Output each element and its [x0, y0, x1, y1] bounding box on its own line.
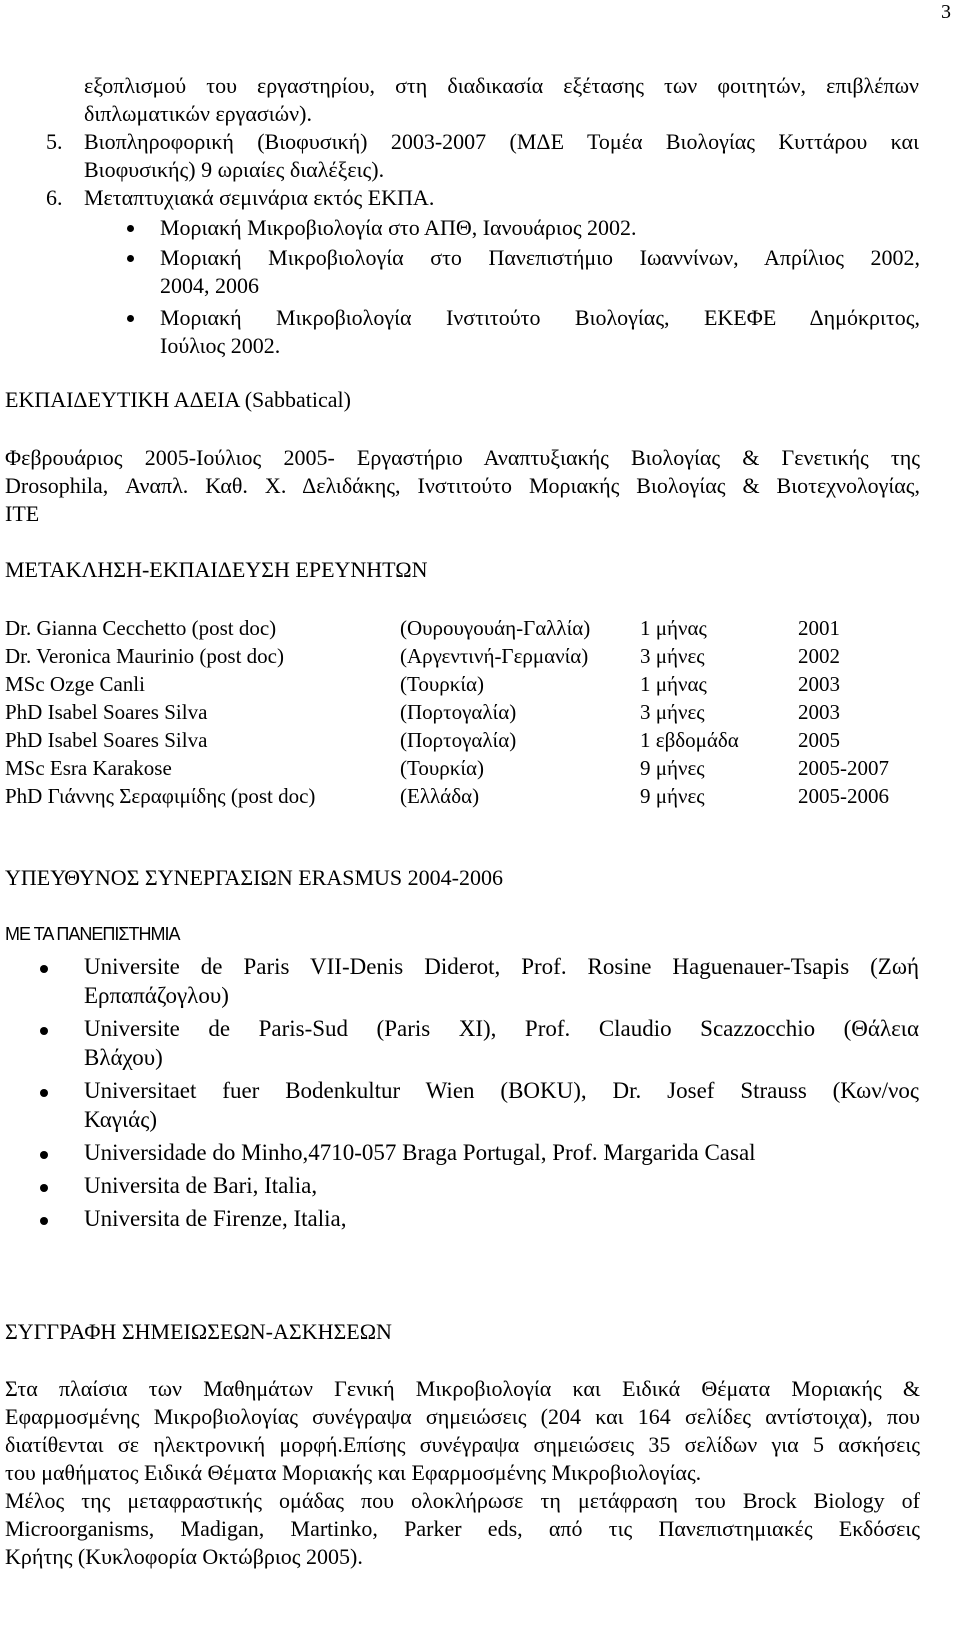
researcher-name: PhD Isabel Soares Silva — [5, 728, 208, 752]
university-6: Universita de Firenze, Italia, — [84, 1206, 347, 1231]
notes-line-2: Εφαρμοσμένης Μικροβιολογίας συνέγραψα σημειώσεις (204 και 164 σελίδες αντίστοιχα), που — [5, 1404, 920, 1429]
erasmus-heading: ΥΠΕΥΘΥΝΟΣ ΣΥΝΕΡΓΑΣΙΩΝ ERASMUS 2004-2006 — [5, 865, 503, 890]
page-number: 3 — [941, 1, 951, 23]
researcher-duration: 9 μήνες — [640, 784, 705, 808]
researcher-name: MSc Ozge Canli — [5, 672, 145, 696]
notes-line-5: Μέλος της μεταφραστικής ομάδας που ολοκλήρωσε τη μετάφραση του Brock Biology of — [5, 1488, 920, 1513]
notes-line-7: Κρήτης (Κυκλοφορία Οκτώβριος 2005). — [5, 1544, 363, 1569]
researcher-name: PhD Isabel Soares Silva — [5, 700, 208, 724]
seminar-bullet-3-line-1: Μοριακή Μικροβιολογία Ινστιτούτο Βιολογίας, ΕΚΕΦΕ Δημόκριτος, — [160, 305, 920, 330]
researcher-country: (Πορτογαλία) — [400, 700, 517, 724]
notes-heading: ΣΥΓΓΡΑΦΗ ΣΗΜΕΙΩΣΕΩΝ-ΑΣΚΗΣΕΩΝ — [5, 1319, 392, 1344]
university-1-line-2: Ερπαπάζογλου) — [84, 983, 229, 1008]
researcher-country: (Τουρκία) — [400, 756, 484, 780]
researcher-country: (Ελλάδα) — [400, 784, 480, 808]
university-1-line-1: Universite de Paris VII-Denis Diderot, Prof. Rosine Haguenauer-Tsapis (Ζωή — [84, 954, 919, 979]
erasmus-subheading: ΜΕ ΤΑ ΠΑΝΕΠΙΣΤΗΜΙΑ — [5, 924, 180, 944]
seminar-bullet-3-line-2: Ιούλιος 2002. — [160, 333, 281, 358]
researcher-year: 2002 — [798, 644, 840, 668]
researcher-country: (Ουρουγουάη-Γαλλία) — [400, 616, 591, 640]
seminar-bullet-2-line-2: 2004, 2006 — [160, 273, 259, 298]
researcher-duration: 1 μήνας — [640, 672, 707, 696]
researcher-duration: 1 εβδομάδα — [640, 728, 739, 752]
university-5: Universita de Bari, Italia, — [84, 1173, 318, 1198]
notes-line-4: του μαθήματος Ειδικά Θέματα Μοριακής και Εφαρμοσμένης Μικροβιολογίας. — [5, 1460, 702, 1485]
researcher-duration: 9 μήνες — [640, 756, 705, 780]
researcher-year: 2003 — [798, 672, 840, 696]
researcher-duration: 3 μήνες — [640, 700, 705, 724]
researcher-duration: 1 μήνας — [640, 616, 707, 640]
sabbatical-heading: ΕΚΠΑΙΔΕΥΤΙΚΗ ΑΔΕΙΑ (Sabbatical) — [5, 387, 351, 412]
researcher-name: Dr. Gianna Cecchetto (post doc) — [5, 616, 277, 640]
university-4: Universidade do Minho,4710-057 Braga Portugal, Prof. Margarida Casal — [84, 1140, 756, 1165]
notes-line-1: Στα πλαίσια των Μαθημάτων Γενική Μικροβιολογία και Ειδικά Θέματα Μοριακής & — [5, 1376, 920, 1401]
item-5-line-2: Βιοφυσικής) 9 ωριαίες διαλέξεις). — [84, 157, 385, 182]
intro-line-1: εξοπλισμού του εργαστηρίου, στη διαδικασία εξέτασης των φοιτητών, επιβλέπων — [84, 73, 919, 98]
sabbatical-line-1: Φεβρουάριος 2005-Ιούλιος 2005- Εργαστήριο Αναπτυξιακής Βιολογίας & Γενετικής της — [5, 445, 920, 470]
sabbatical-line-2: Drosophila, Αναπλ. Καθ. Χ. Δελιδάκης, Ινστιτούτο Μοριακής Βιολογίας & Βιοτεχνολογίας, — [5, 473, 920, 498]
researcher-name: PhD Γιάννης Σεραφιμίδης (post doc) — [5, 784, 316, 808]
researcher-year: 2005 — [798, 728, 840, 752]
seminar-bullet-1: Μοριακή Μικροβιολογία στο ΑΠΘ, Ιανουάριος 2002. — [160, 215, 637, 240]
researcher-country: (Πορτογαλία) — [400, 728, 517, 752]
researcher-name: Dr. Veronica Maurinio (post doc) — [5, 644, 284, 668]
university-2-line-1: Universite de Paris-Sud (Paris XI), Prof. Claudio Scazzocchio (Θάλεια — [84, 1016, 919, 1041]
seminar-bullet-2-line-1: Μοριακή Μικροβιολογία στο Πανεπιστήμιο Ιωαννίνων, Απρίλιος 2002, — [160, 245, 920, 270]
item-6-number: 6. — [46, 185, 63, 210]
researcher-year: 2003 — [798, 700, 840, 724]
notes-line-6: Microorganisms, Madigan, Martinko, Parker eds, από τις Πανεπιστημιακές Εκδόσεις — [5, 1516, 920, 1541]
university-3-line-2: Καγιάς) — [84, 1107, 157, 1132]
researcher-year: 2005-2007 — [798, 756, 889, 780]
university-3-line-1: Universitaet fuer Bodenkultur Wien (BOKU), Dr. Josef Strauss (Κων/νος — [84, 1078, 919, 1103]
item-6-text: Μεταπτυχιακά σεμινάρια εκτός ΕΚΠΑ. — [84, 185, 435, 210]
intro-line-2: διπλωματικών εργασιών). — [84, 101, 312, 126]
researcher-year: 2005-2006 — [798, 784, 889, 808]
researcher-country: (Τουρκία) — [400, 672, 484, 696]
researcher-country: (Αργεντινή-Γερμανία) — [400, 644, 589, 668]
researcher-duration: 3 μήνες — [640, 644, 705, 668]
researchers-heading: ΜΕΤΑΚΛΗΣΗ-ΕΚΠΑΙΔΕΥΣΗ ΕΡΕΥΝΗΤΩΝ — [5, 557, 428, 582]
researcher-name: MSc Esra Karakose — [5, 756, 172, 780]
item-5-line-1: Βιοπληροφορική (Βιοφυσική) 2003-2007 (ΜΔΕ Τομέα Βιολογίας Κυττάρου και — [84, 129, 919, 154]
notes-line-3: διατίθενται σε ηλεκτρονική μορφή.Επίσης συνέγραψα σημειώσεις 35 σελίδων για 5 ασκήσεις — [5, 1432, 920, 1457]
researcher-year: 2001 — [798, 616, 840, 640]
university-2-line-2: Βλάχου) — [84, 1045, 163, 1070]
item-5-number: 5. — [46, 129, 63, 154]
sabbatical-line-3: ΙΤΕ — [5, 501, 40, 526]
